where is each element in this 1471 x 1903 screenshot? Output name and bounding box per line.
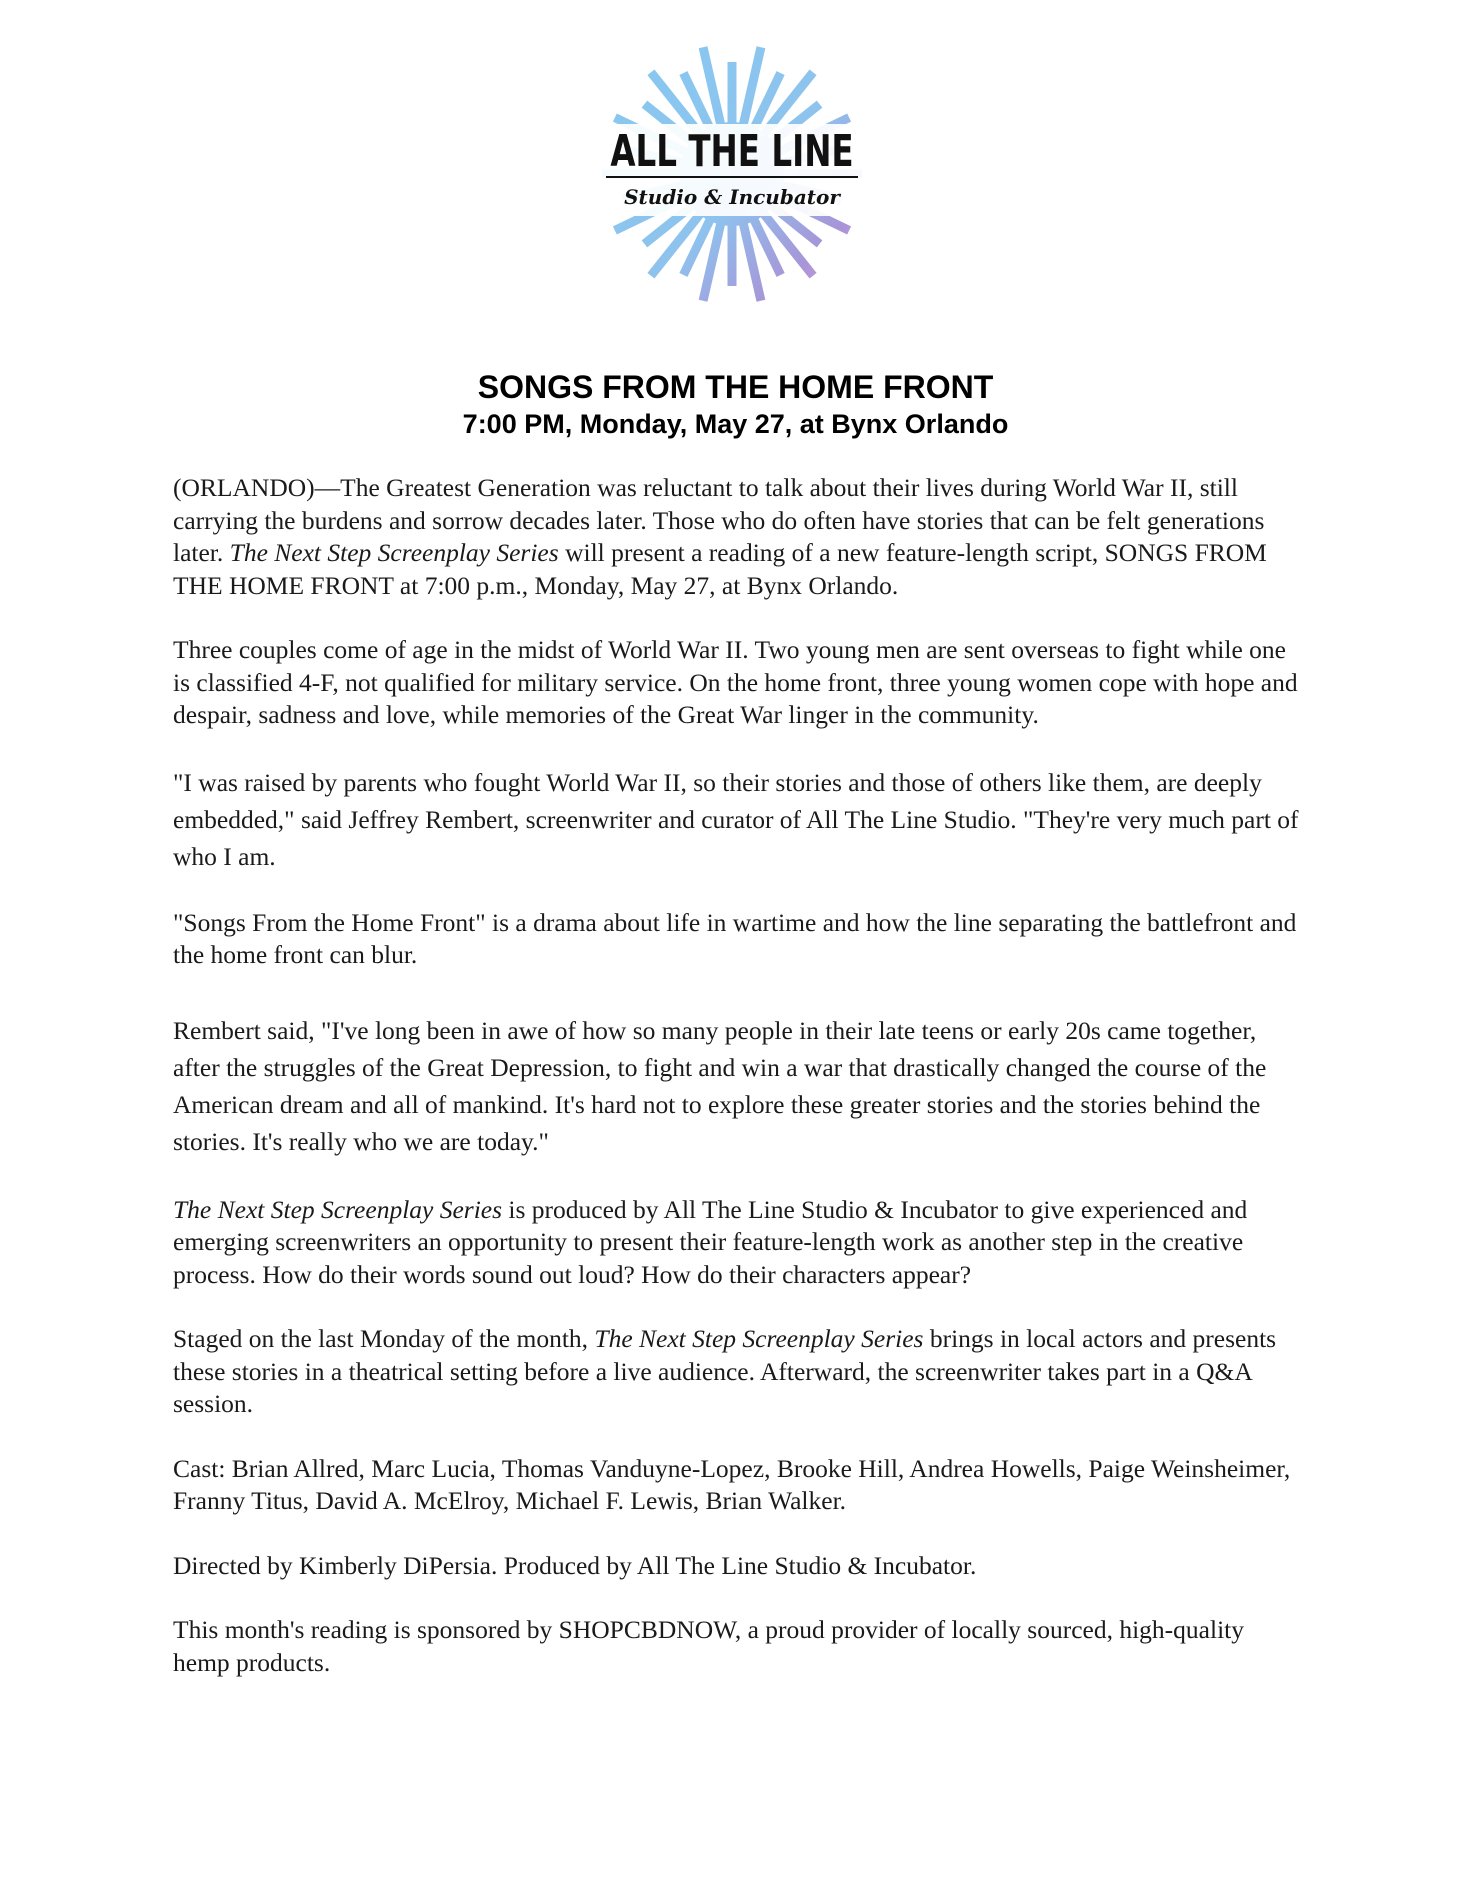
paragraph-credits: Directed by Kimberly DiPersia. Produced by All The Line Studio & Incubator. bbox=[173, 1550, 977, 1580]
paragraph-staging: Staged on the last Monday of the month, The Next Step Screenplay Series brings in local actors and presents these stories in a theatrical setting before a live audience. Afterward, the screenwriter takes part in a Q&A session. bbox=[173, 1324, 1277, 1418]
logo-subtitle: Studio & Incubator bbox=[624, 185, 840, 209]
logo-title: ALL THE LINE bbox=[610, 126, 854, 178]
series-name: The Next Step Screenplay Series bbox=[594, 1324, 924, 1353]
paragraph-cast: Cast: Brian Allred, Marc Lucia, Thomas Vanduyne-Lopez, Brooke Hill, Andrea Howells, Paige Weinsheimer, Franny Titus, David A. McElroy, Michael F. Lewis, Brian Walker. bbox=[173, 1453, 1291, 1515]
paragraph-rembert-quote: Rembert said, "I've long been in awe of how so many people in their late teens or early 20s came together, after the struggles of the Great Depression, to fight and win a war that drastically changed the course of the American dream and all of mankind. It's hard not to explore these greater stories and the stories behind the stories. It's really who we are today." bbox=[173, 1015, 1267, 1156]
paragraph-synopsis: Three couples come of age in the midst of World War II. Two young men are sent overseas to fight while one is classified 4-F, not qualified for military service. On the home front, three young women cope with hope and despair, sadness and love, while memories of the Great War linger in the community. bbox=[173, 635, 1298, 729]
release-title: SONGS FROM THE HOME FRONT bbox=[477, 369, 994, 405]
paragraph-sponsor: This month's reading is sponsored by SHOPCBDNOW, a proud provider of locally sourced, high-quality hemp products. bbox=[173, 1615, 1244, 1677]
event-details: 7:00 PM, Monday, May 27, at Bynx Orlando bbox=[462, 409, 1009, 439]
paragraph-drama: "Songs From the Home Front" is a drama about life in wartime and how the line separating the battlefront and the home front can blur. bbox=[173, 907, 1297, 969]
series-name: The Next Step Screenplay Series bbox=[229, 538, 559, 567]
paragraph-quote: "I was raised by parents who fought World War II, so their stories and those of others like them, are deeply embedded," said Jeffrey Rembert, screenwriter and curator of All The Line Studio. "They're very much part of who I am. bbox=[173, 767, 1299, 871]
release-body bbox=[173, 472, 1301, 1711]
series-name: The Next Step Screenplay Series bbox=[173, 1194, 503, 1224]
paragraph-intro: (ORLANDO)—The Greatest Generation was reluctant to talk about their lives during World War II, still carrying the burdens and sorrow decades later. Those who do often have stories that can be felt generations later. The Next Step Screenplay Series will present a reading of a new feature-length script, SONGS FROM THE HOME FRONT at 7:00 p.m., Monday, May 27, at Bynx Orlando. bbox=[173, 473, 1267, 600]
paragraph-series-about: The Next Step Screenplay Series is produced by All The Line Studio & Incubator to give experienced and emerging screenwriters an opportunity to present their feature-length work as another step in the creative process. How do their words sound out loud? How do their characters appear? bbox=[173, 1194, 1248, 1289]
all-the-line-logo bbox=[598, 40, 866, 308]
